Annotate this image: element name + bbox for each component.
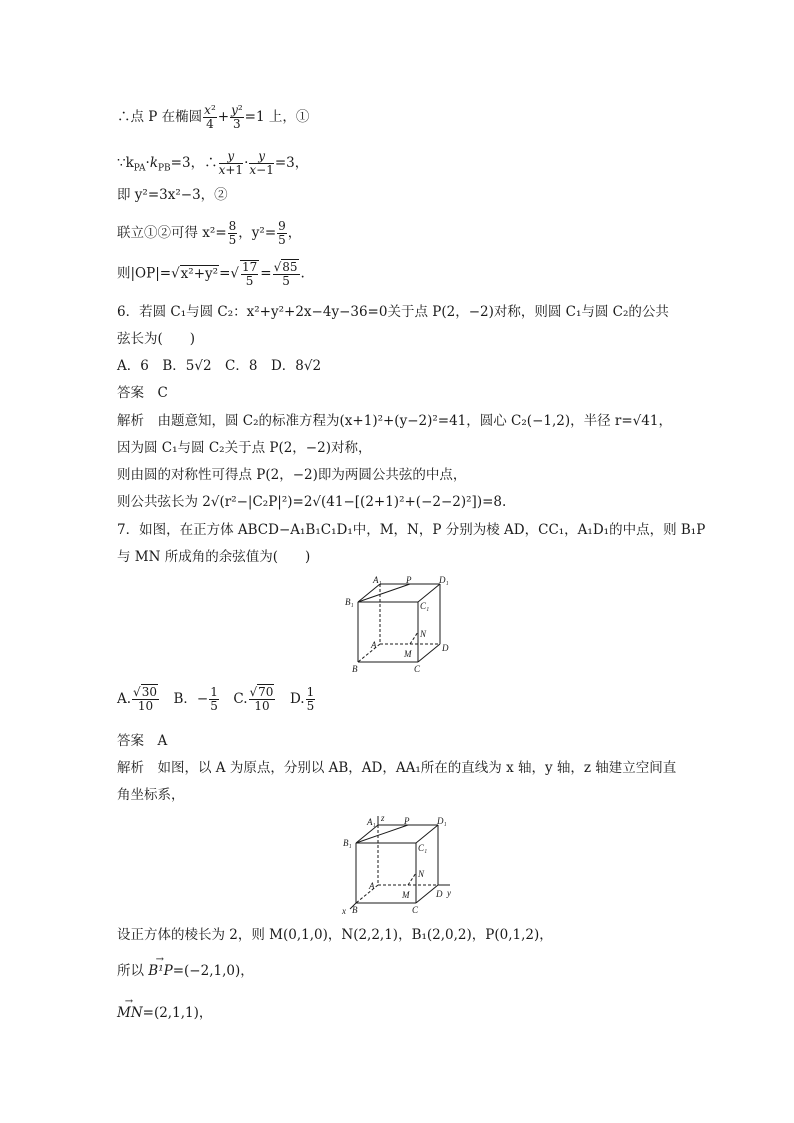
q6-stem-line1: 6．若圆 C₁与圆 C₂：x²+y²+2x−4y−36=0关于点 P(2，−2)对称，则圆 C₁与圆 C₂的公共 <box>117 304 669 320</box>
label-D: D <box>442 643 449 653</box>
label2-D: D <box>436 889 443 899</box>
label2-C: C <box>412 905 419 915</box>
cube-figure-1 <box>340 575 460 680</box>
label-B1: B₁ <box>345 597 354 607</box>
q7-solution-4: 所以 → B¹P=(−2,1,0)， <box>117 961 254 981</box>
label2-N: N <box>418 869 425 879</box>
axis-label-y: y <box>447 888 451 898</box>
label-A1: A₁ <box>373 575 382 585</box>
label-P: P <box>406 575 412 585</box>
q7-options: A. $\frac{√30}{10}$ B．− $\frac{1}{5}$ C. $\frac{√70}{10}$ D. $\frac{1}{5}$ <box>117 685 315 713</box>
q7-solution-1: 解析 如图，以 A 为原点，分别以 AB，AD，AA₁所在的直线为 x 轴，y 轴，z 轴建立空间直 <box>117 760 677 776</box>
label2-P: P <box>404 816 410 826</box>
axis-label-z: z <box>381 813 385 823</box>
q7-stem-line2: 与 MN 所成角的余弦值为( ) <box>117 549 311 565</box>
q7-solution-2: 角坐标系， <box>117 787 185 803</box>
ellipse-line: ∴点 P 在椭圆 $\frac{\text{x²}}{4}$ + $\frac{\text{y²}}{3}$ =1 上，① <box>117 103 310 131</box>
q6-answer: 答案 C <box>117 385 168 401</box>
label-M: M <box>404 649 412 659</box>
q6-solution-4: 则公共弦长为 2√(r²−|C₂P|²)=2√(41−[(2+1)²+(−2−2)²])=8. <box>117 494 507 510</box>
label-C: C <box>414 664 421 674</box>
q7-solution-3: 设正方体的棱长为 2，则 M(0,1,0)，N(2,2,1)，B₁(2,0,2)，P(0,1,2)， <box>117 927 553 943</box>
label-B: B <box>352 664 358 674</box>
axis-label-x: x <box>342 906 346 916</box>
q7-answer: 答案 A <box>117 733 168 749</box>
equation-2-line: 即 y²=3x²−3，② <box>117 187 228 203</box>
label-N: N <box>420 629 427 639</box>
q6-solution-1: 解析 由题意知，圆 C₂的标准方程为(x+1)²+(y−2)²=41，圆心 C₂(−1,2)，半径 r=√41， <box>117 413 672 429</box>
label-D1: D₁ <box>439 575 449 585</box>
q7-solution-5: → MN=(2,1,1)， <box>117 1003 212 1023</box>
label2-B: B <box>352 905 358 915</box>
cube-figure-2 <box>338 813 463 918</box>
label2-C1: C₁ <box>418 843 428 853</box>
label2-D1: D₁ <box>437 816 447 826</box>
q6-solution-2: 因为圆 C₁与圆 C₂关于点 P(2，−2)对称， <box>117 440 372 456</box>
q7-stem-line1: 7．如图，在正方体 ABCD−A₁B₁C₁D₁中，M，N，P 分别为棱 AD，CC₁，A₁D₁的中点，则 B₁P <box>117 522 706 538</box>
label-C1: C₁ <box>420 601 430 611</box>
label2-B1: B₁ <box>343 838 352 848</box>
slope-line: $\because k_{PA}\cdot k_{PB}=3$，∴ $\frac{y}{x+1}$ · $\frac{y}{x-1}$ =3， <box>117 149 309 177</box>
solve-line: 联立①②可得 x²= $\frac{8}{5}$ ，y²= $\frac{9}{5}$ ， <box>117 219 302 247</box>
label2-A: A <box>369 881 375 891</box>
q6-options: A．6 B．5√2 C．8 D．8√2 <box>117 358 322 374</box>
label-A: A <box>371 640 377 650</box>
op-length-line: 则|OP|=√x²+y²=√ $\frac{17}{5}$ = $\frac{√85}{5}$ . <box>117 259 305 288</box>
q6-solution-3: 则由圆的对称性可得点 P(2，−2)即为两圆公共弦的中点， <box>117 467 467 483</box>
label2-A1: A₁ <box>367 817 376 827</box>
label2-M: M <box>402 890 410 900</box>
q6-stem-line2: 弦长为( ) <box>117 331 196 347</box>
